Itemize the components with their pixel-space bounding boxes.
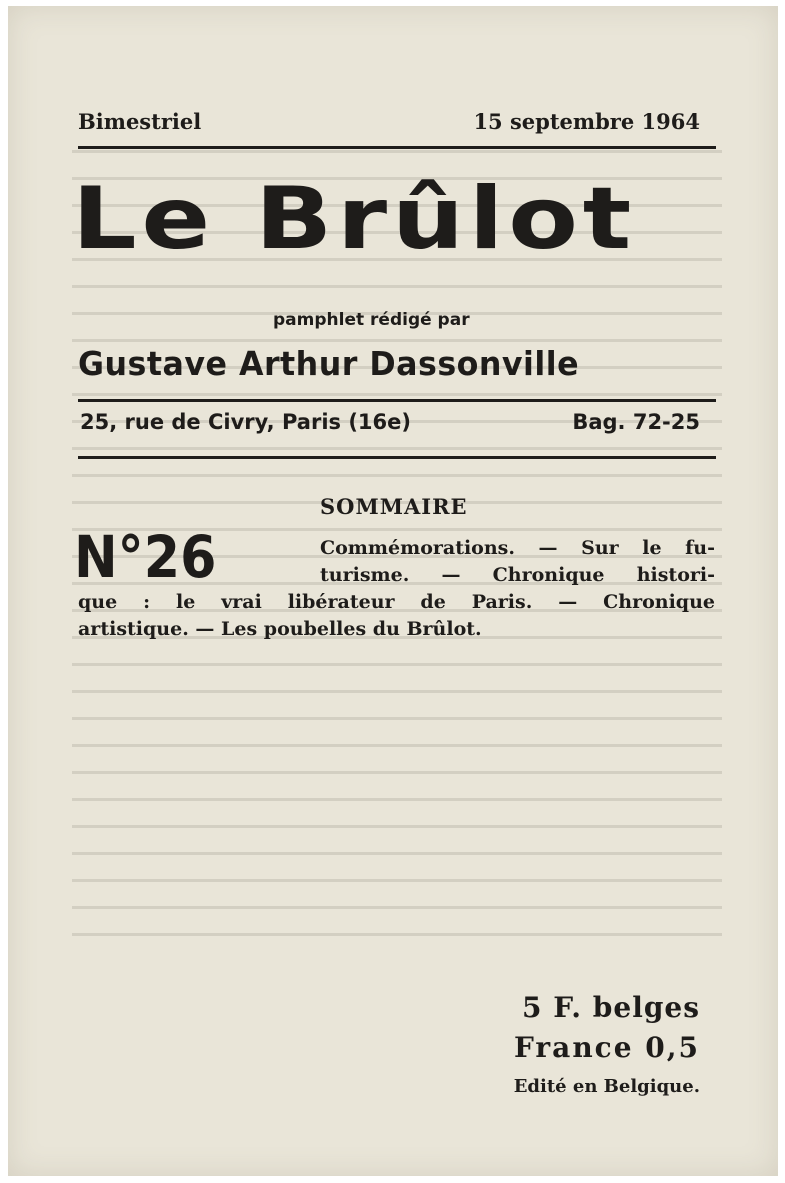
- issue-number: N°26: [74, 523, 217, 591]
- address-line: 25, rue de Civry, Paris (16e): [80, 410, 411, 434]
- frequency-label: Bimestriel: [78, 109, 202, 134]
- summary-line-4: artistique. — Les poubelles du Brûlot.: [78, 618, 482, 640]
- address-top-rule: [78, 399, 716, 402]
- summary-line-3: que : le vrai libérateur de Paris. — Chronique: [78, 591, 715, 613]
- author-name: Gustave Arthur Dassonville: [78, 344, 580, 383]
- summary-heading: SOMMAIRE: [320, 494, 468, 519]
- issue-date: 15 septembre 1964: [473, 109, 700, 134]
- masthead-title: Le Brûlot: [72, 169, 636, 269]
- masthead-subtitle: pamphlet rédigé par: [273, 310, 470, 330]
- edition-note: Edité en Belgique.: [513, 1076, 700, 1097]
- summary-line-1: Commémorations. — Sur le fu-: [320, 537, 715, 559]
- pamphlet-cover: [8, 6, 778, 1176]
- phone-number: Bag. 72-25: [572, 410, 700, 434]
- price-belgium: 5 F. belges: [522, 991, 700, 1024]
- summary-line-2: turisme. — Chronique histori-: [320, 564, 715, 586]
- price-france: France 0,5: [514, 1031, 700, 1064]
- address-bottom-rule: [78, 456, 716, 459]
- top-rule: [78, 146, 716, 149]
